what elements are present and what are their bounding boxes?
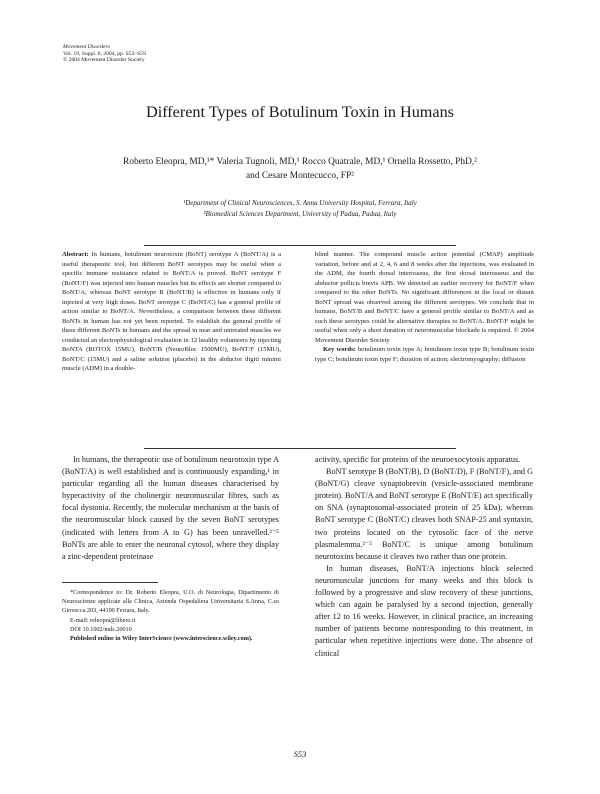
authors-line-1: Roberto Eleopra, MD,¹* Valeria Tugnoli, MD,¹ Rocco Quatrale, MD,¹ Ornella Rossetto, PhD,²	[123, 157, 477, 167]
abstract-right-column	[315, 250, 534, 364]
body-left-column	[62, 454, 279, 563]
journal-volume: Vol. 19, Suppl. 8, 2004, pp. S53–S59	[63, 50, 146, 57]
abstract-bottom-rule	[144, 448, 456, 449]
keywords	[315, 345, 534, 364]
keywords-label: Key words:	[323, 346, 356, 353]
affiliation-2: ²Biomedical Sciences Department, University of Padua, Padua, Italy	[203, 209, 397, 218]
body-paragraph: In human diseases, BoNT/A injections block selected neuromuscular junctions for many weeks and this block is followed by a progressive and slow recovery of these junctions, which can again be paralysed by a second injection, generally after 12 to 16 weeks. However, in clinical practice, an increasing number of patients become nonresponding to this treatment, in particular when repetitive injections were done. The absence of clinical	[315, 563, 533, 658]
article-title: Different Types of Botulinum Toxin in Humans	[146, 103, 454, 121]
authors-line-2: and Cesare Montecucco, FP²	[246, 170, 354, 181]
body-paragraph: BoNT serotype B (BoNT/B), D (BoNT/D), F (BoNT/F), and G (BoNT/G) cleave synaptobrevin (vesicle-associated membrane protein). BoNT/A and BoNT serotype E (BoNT/E) act specifically on SNA (synaptosomal-associated protein of 25 kDa), whereas BoNT serotype C (BoNT/C) cleaves both SNAP-25 and syntaxin, two proteins located on the cytosolic face of the nerve plasmalemma.²⁻⁵ BoNT/C is unique among botulinum neurotoxins because it cleaves two rather than one protein.	[315, 467, 533, 561]
footnote-rule	[62, 582, 158, 583]
abstract-top-rule	[144, 245, 456, 246]
page-number: S53	[293, 750, 307, 759]
affiliation-1: ¹Department of Clinical Neurosciences, S. Anna University Hospital, Ferrara, Italy	[183, 199, 417, 207]
footnote-doi: DOI 10.1002/mds.20010	[70, 625, 132, 633]
author-list	[70, 156, 530, 183]
abstract-text-left: In humans, botulinum neurotoxin (BoNT) serotype A (BoNT/A) is a useful therapeutic tool, but different BoNT serotypes may be useful when a specific immune resistance related to BoNT/A is proved. BoNT serotype F (BoNT/F) was injected into human muscles but its effects are shorter compared to BoNT/A, whereas BoNT serotype B (BoNT/B) is effective in humans only if injected at very high doses. BoNT serotype C (BoNT/C) has a general profile of action similar to BoNT/A. Nevertheless, a comparison between these different BoNTs in human has not yet been reported. To establish the general profile of these different BoNTs in humans and the spread in near and untreated muscles we conducted an electrophysiological evaluation in 12 healthy volunteers by injecting BoNTA (BOTOX 15MU), BoNT/B (NeuroBloc 1500MU), BoNT/F (15MU), BoNT/C (15MU) and a saline solution (placebo) in the abductor digiti minimi muscle (ADM) in a double-	[62, 251, 281, 372]
journal-header	[63, 44, 146, 64]
abstract-label: Abstract:	[62, 251, 89, 258]
journal-copyright: © 2004 Movement Disorder Society	[63, 57, 145, 64]
body-paragraph: In humans, the therapeutic use of botulinum neurotoxin type A (BoNT/A) is well established and is continuously expanding,¹ in particular regarding all the human diseases characterised by hyperactivity of the cholinergic neuromuscular fibres, such as focal dystonia. Recently, the molecular mechanism at the basis of the neuromuscular block caused by the seven BoNT serotypes (indicated with letters from A to G) has been unravelled.²⁻⁵ BoNTs are able to enter the neuronal cytosol, where they display a zinc-dependent proteinase	[62, 455, 279, 561]
abstract-left-column	[62, 250, 281, 374]
body-right-column	[315, 454, 533, 660]
correspondence-footnote	[62, 588, 279, 643]
keywords-text: botulinum toxin type A; botulinum toxin type B; botulinum toxin type C; botulinum toxin type F; duration of action; electromyography; diffusion	[315, 346, 535, 363]
abstract-text-right: blind manner. The compound muscle action potential (CMAP) amplitude variation, before and at 2, 4, 6 and 8 weeks after the injections, was evaluated in the ADM, the fourth dorsal interosseus, the first dorsal interosseus and the abductor pollicis brevis APB. We detected an earlier recovery for BoNT/F when compared to the other BoNTs. No significant differences in the local or distant BoNT spread was observed among the different serotypes. We conclude that in humans, BoNT/B and BoNT/C have a general profile similar to BoNT/A and as such these serotypes could be alternative therapies to BoNT/A. BoNT/F might be useful when only a short duration of neuromuscular blockade is required. © 2004 Movement Disorder Society	[315, 251, 534, 344]
body-paragraph: activity, specific for proteins of the neuroexocytosis apparatus.	[315, 455, 521, 464]
footnote-email: E-mail: releopra@libero.it	[70, 616, 136, 624]
affiliations	[70, 198, 530, 219]
footnote-correspondence: *Correspondence to: Dr. Roberto Eleopra, U.O. di Neurologia, Dipartimento di Neuroscienze applicate alla Clinica, Azienda Ospedaliera Universitaria S.Anna, C.so Giovecca 203, 44100 Ferrara, Italy.	[62, 589, 279, 615]
footnote-published: Published online in Wiley InterScience (www.interscience.wiley.com).	[70, 635, 253, 643]
journal-name: Movement Disorders	[63, 44, 110, 50]
